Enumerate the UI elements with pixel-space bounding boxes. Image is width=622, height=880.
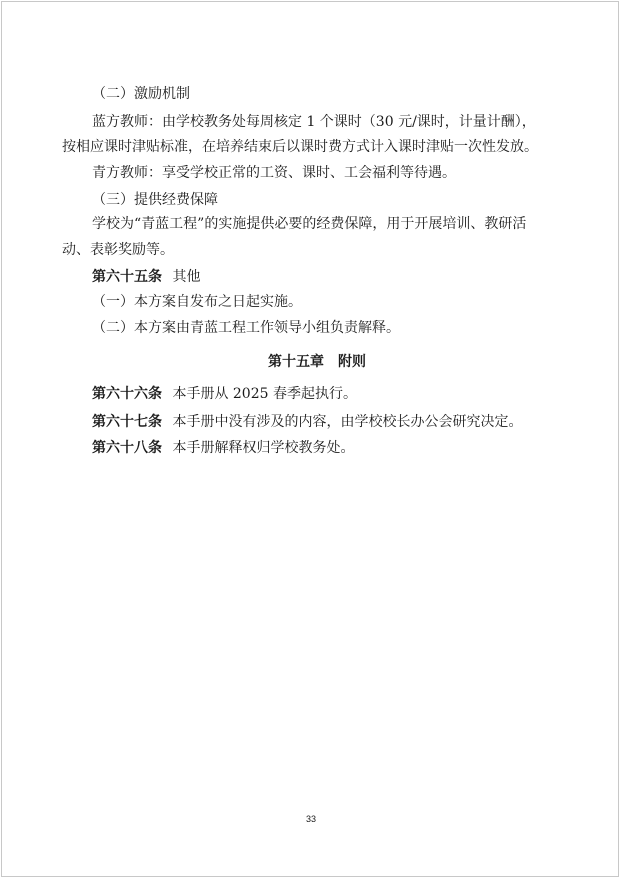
section-incentive-heading: （二）激励机制 (92, 86, 190, 102)
page-number: 33 (305, 814, 316, 824)
article-67 (92, 412, 522, 432)
article-65-item-1: （一）本方案自发布之日起实施。 (92, 294, 302, 310)
article-66-text: 本手册从 2025 春季起执行。 (172, 386, 357, 402)
blue-teacher-paragraph-line2: 按相应课时津贴标准，在培养结束后以课时费方式计入课时津贴一次性发放。 (62, 139, 538, 155)
section-funding-heading: （三）提供经费保障 (92, 192, 218, 208)
funding-paragraph-line1: 学校为“青蓝工程”的实施提供必要的经费保障，用于开展培训、教研活 (92, 216, 527, 232)
document-page (1, 1, 619, 877)
article-67-label: 第六十七条 (92, 414, 162, 430)
article-67-text: 本手册中没有涉及的内容，由学校校长办公会研究决定。 (172, 414, 523, 430)
article-65-item-2: （二）本方案由青蓝工程工作领导小组负责解释。 (92, 320, 400, 336)
article-66 (92, 384, 357, 404)
article-68-text: 本手册解释权归学校教务处。 (172, 440, 355, 456)
green-teacher-paragraph: 青方教师：享受学校正常的工资、课时、工会福利等待遇。 (92, 165, 456, 181)
chapter-15-title: 第十五章 附则 (268, 354, 366, 370)
article-68-label: 第六十八条 (92, 440, 162, 456)
article-65 (92, 267, 200, 287)
article-65-label: 第六十五条 (92, 269, 162, 285)
funding-paragraph-line2: 动、表彰奖励等。 (62, 242, 174, 258)
article-66-label: 第六十六条 (92, 386, 162, 402)
article-68 (92, 438, 354, 458)
blue-teacher-paragraph-line1: 蓝方教师：由学校教务处每周核定 1 个课时（30 元/课时，计量计酬）， (92, 114, 536, 130)
article-65-text: 其他 (172, 269, 201, 285)
